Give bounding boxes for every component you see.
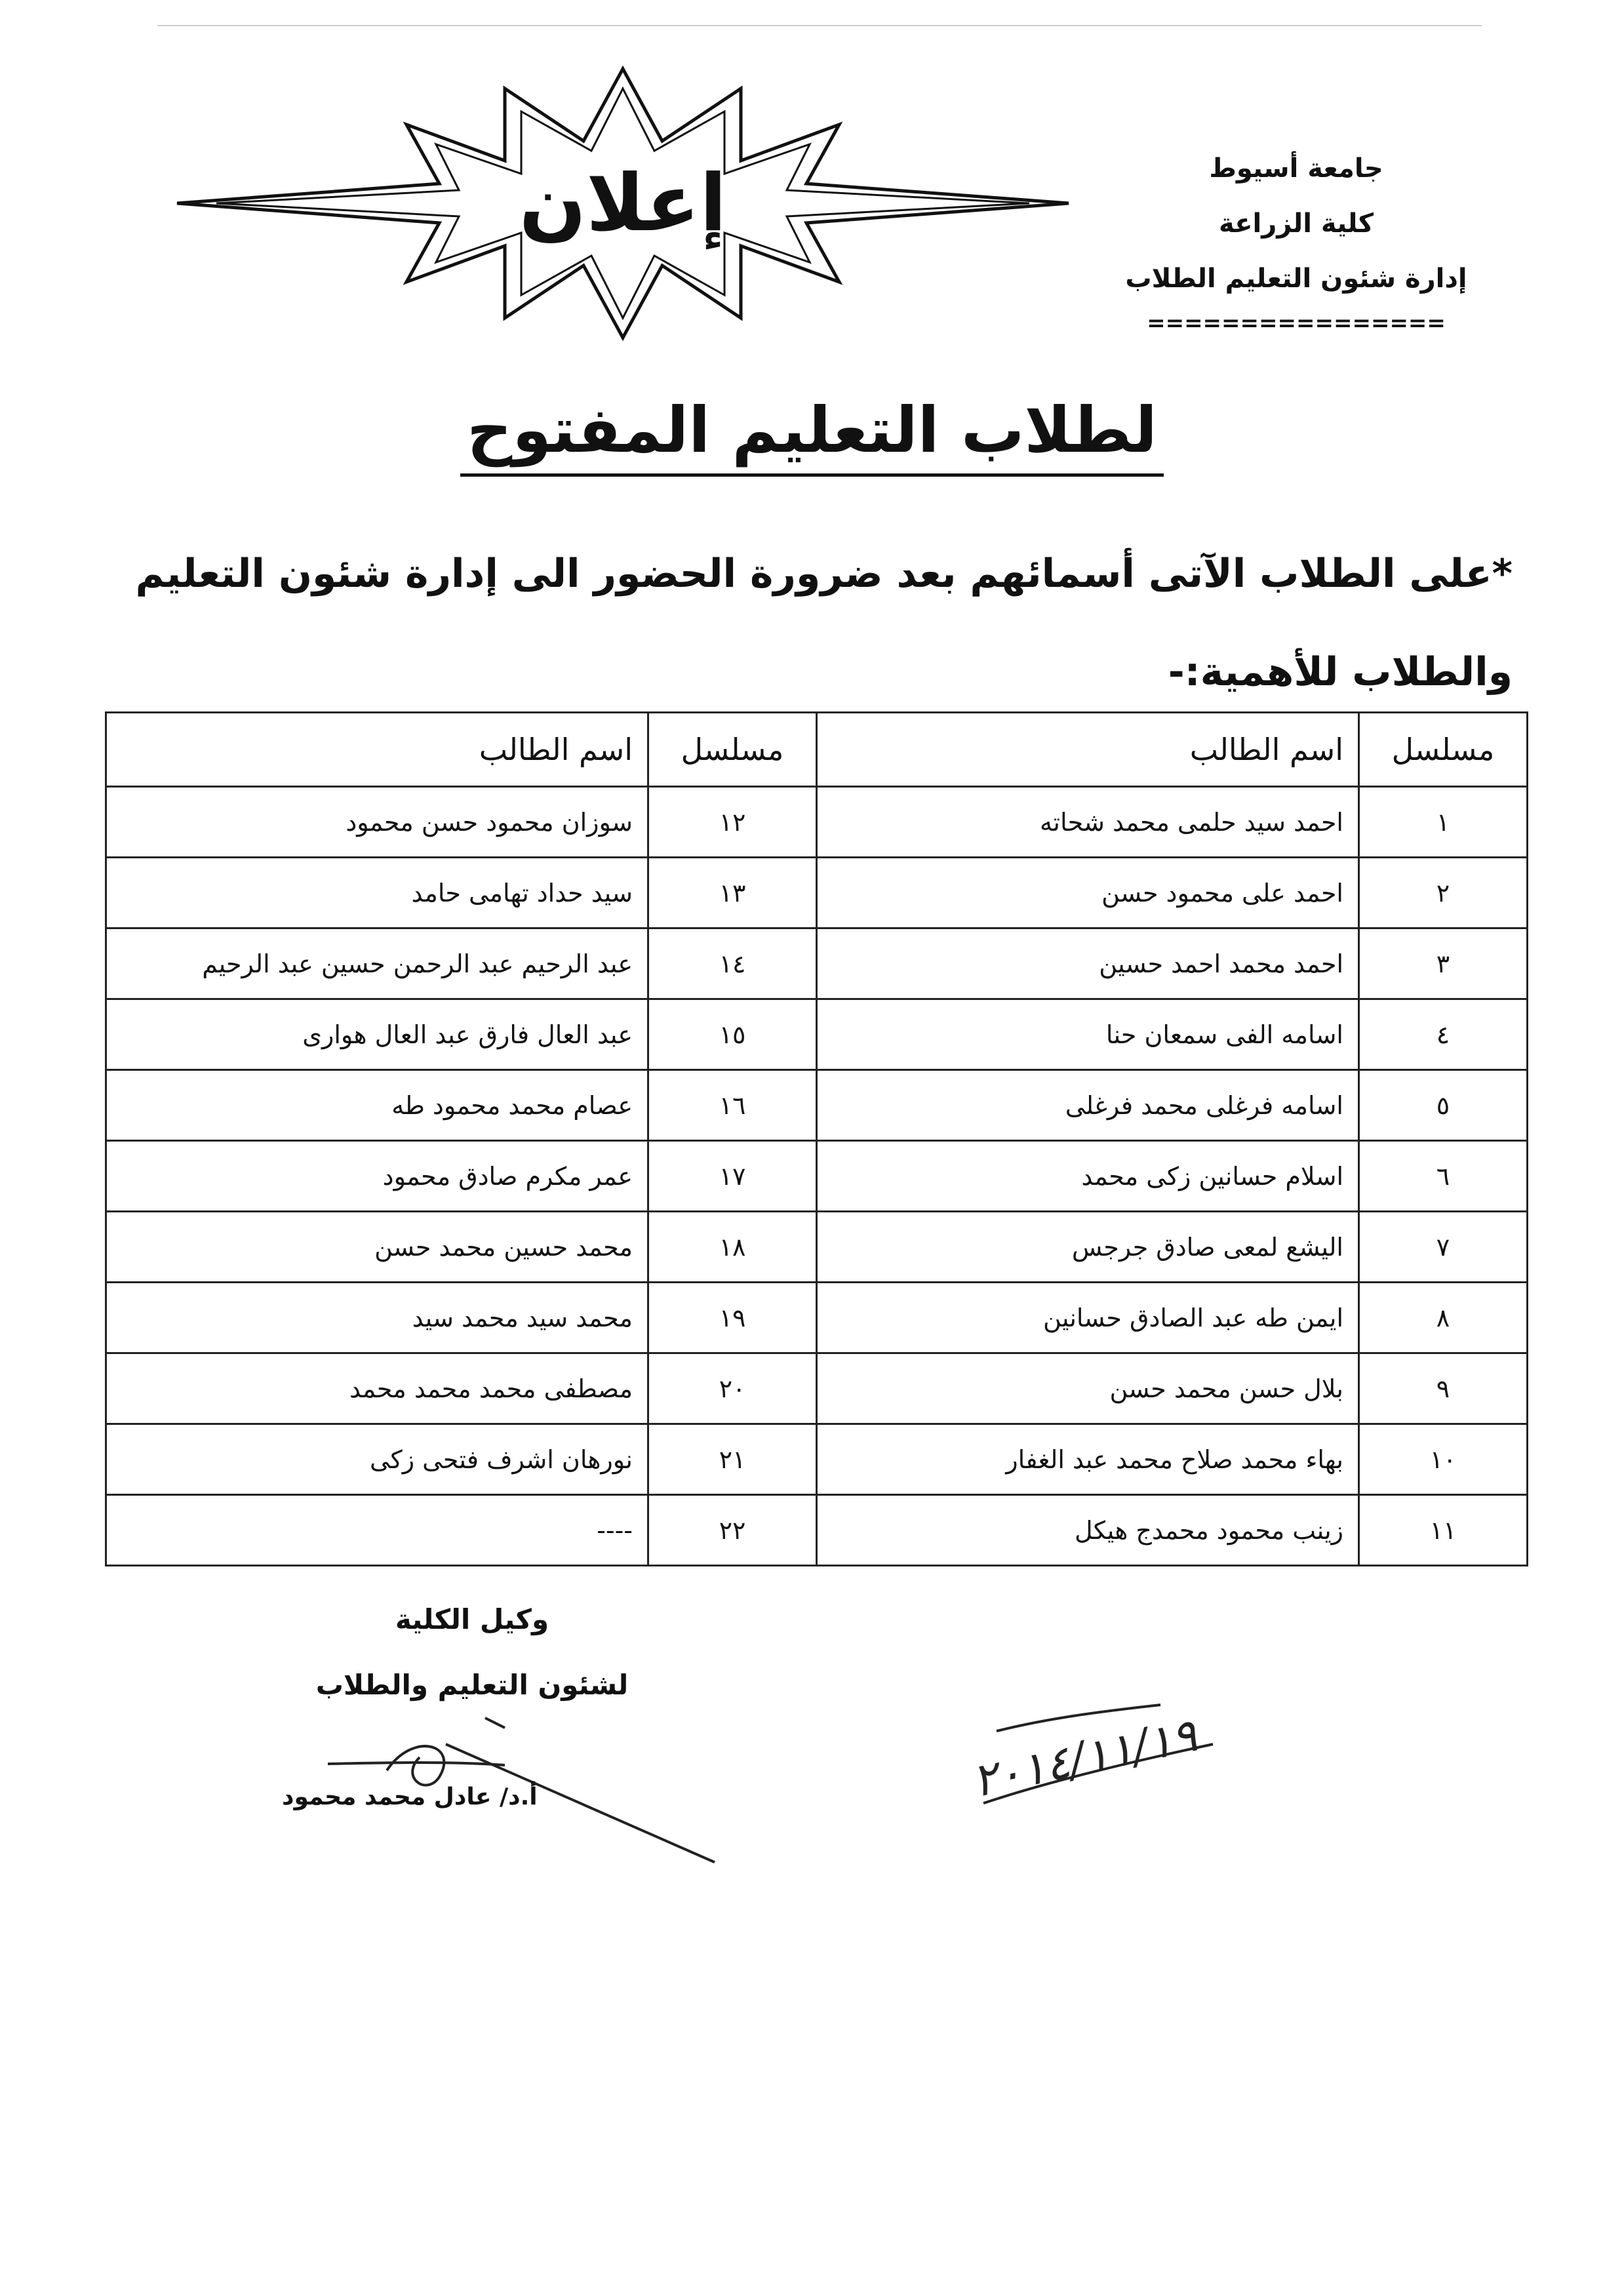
serial-cell: ٢٠ (648, 1353, 817, 1424)
name-cell: مصطفى محمد محمد محمد (106, 1353, 648, 1424)
students-table (105, 711, 1528, 1567)
table-row (106, 1141, 1528, 1212)
name-cell: محمد حسين محمد حسن (106, 1212, 648, 1283)
table-row (106, 1424, 1528, 1495)
department-name: إدارة شئون التعليم الطلاب (1125, 264, 1467, 294)
table-row (106, 928, 1528, 999)
serial-cell: ١٤ (648, 928, 817, 999)
serial-cell: ١٥ (648, 999, 817, 1070)
table-row (106, 858, 1528, 928)
name-cell: احمد محمد احمد حسين (817, 928, 1359, 999)
serial-cell: ٢١ (648, 1424, 817, 1495)
name-cell: بلال حسن محمد حسن (817, 1353, 1359, 1424)
table-row (106, 1070, 1528, 1141)
serial-cell: ٣ (1359, 928, 1528, 999)
serial-cell: ١٨ (648, 1212, 817, 1283)
name-cell: عصام محمد محمود طه (106, 1070, 648, 1141)
serial-cell: ١٠ (1359, 1424, 1528, 1495)
serial-cell: ٢٢ (648, 1495, 817, 1566)
table-row (106, 1212, 1528, 1283)
name-cell: احمد سيد حلمى محمد شحاته (817, 787, 1359, 858)
name-cell: سوزان محمود حسن محمود (106, 787, 648, 858)
serial-cell: ٥ (1359, 1070, 1528, 1141)
table-row (106, 1495, 1528, 1566)
serial-cell: ٧ (1359, 1212, 1528, 1283)
serial-cell: ١٩ (648, 1283, 817, 1353)
table-row (106, 787, 1528, 858)
name-cell: اسلام حسانين زكى محمد (817, 1141, 1359, 1212)
serial-cell: ١٢ (648, 787, 817, 858)
header-rule: ================ (1147, 310, 1446, 336)
university-name: جامعة أسيوط (1209, 153, 1383, 184)
name-cell: اسامه الفى سمعان حنا (817, 999, 1359, 1070)
name-cell: عبد العال فارق عبد العال هوارى (106, 999, 648, 1070)
top-edge-line (157, 25, 1482, 26)
serial-cell: ٤ (1359, 999, 1528, 1070)
table-header-row (106, 713, 1528, 787)
serial-cell: ٢ (1359, 858, 1528, 928)
name-cell: بهاء محمد صلاح محمد عبد الغفار (817, 1424, 1359, 1495)
name-cell: عمر مكرم صادق محمود (106, 1141, 648, 1212)
name-cell: ايمن طه عبد الصادق حسانين (817, 1283, 1359, 1353)
serial-cell: ٩ (1359, 1353, 1528, 1424)
serial-cell: ٦ (1359, 1141, 1528, 1212)
name-cell: محمد سيد محمد سيد (106, 1283, 648, 1353)
name-cell: اليشع لمعى صادق جرجس (817, 1212, 1359, 1283)
signature-title-1: وكيل الكلية (395, 1603, 549, 1635)
name-cell: احمد على محمود حسن (817, 858, 1359, 928)
serial-cell: ١١ (1359, 1495, 1528, 1566)
serial-header: مسلسل (1359, 713, 1528, 787)
faculty-name: كلية الزراعة (1218, 209, 1374, 239)
signer-name: أ.د/ عادل محمد محمود (282, 1784, 538, 1810)
name-cell: زينب محمود محمدج هيكل (817, 1495, 1359, 1566)
handwritten-date: ٢٠١٤/١١/١٩ (967, 1707, 1202, 1808)
name-cell: ---- (106, 1495, 648, 1566)
table-row (106, 1353, 1528, 1424)
name-header: اسم الطالب (106, 713, 648, 787)
institution-header (1113, 141, 1480, 336)
serial-cell: ١٧ (648, 1141, 817, 1212)
name-cell: عبد الرحيم عبد الرحمن حسين عبد الرحيم (106, 928, 648, 999)
table-row (106, 1283, 1528, 1353)
serial-header: مسلسل (648, 713, 817, 787)
name-cell: نورهان اشرف فتحى زكى (106, 1424, 648, 1495)
serial-cell: ١٦ (648, 1070, 817, 1141)
announcement-label: إعلان (519, 157, 727, 249)
serial-cell: ١ (1359, 787, 1528, 858)
name-cell: سيد حداد تهامى حامد (106, 858, 648, 928)
serial-cell: ٨ (1359, 1283, 1528, 1353)
signature-block (275, 1587, 669, 1718)
instruction-text: *على الطلاب الآتى أسمائهم بعد ضرورة الحضور الى إدارة شئون التعليم والطلاب للأهمية:- (135, 551, 1513, 695)
page-title-text: لطلاب التعليم المفتوح (460, 393, 1164, 477)
table-row (106, 999, 1528, 1070)
name-header: اسم الطالب (817, 713, 1359, 787)
signature-title-2: لشئون التعليم والطلاب (315, 1669, 629, 1701)
page-title (0, 393, 1624, 467)
serial-cell: ١٣ (648, 858, 817, 928)
name-cell: اسامه فرغلى محمد فرغلى (817, 1070, 1359, 1141)
